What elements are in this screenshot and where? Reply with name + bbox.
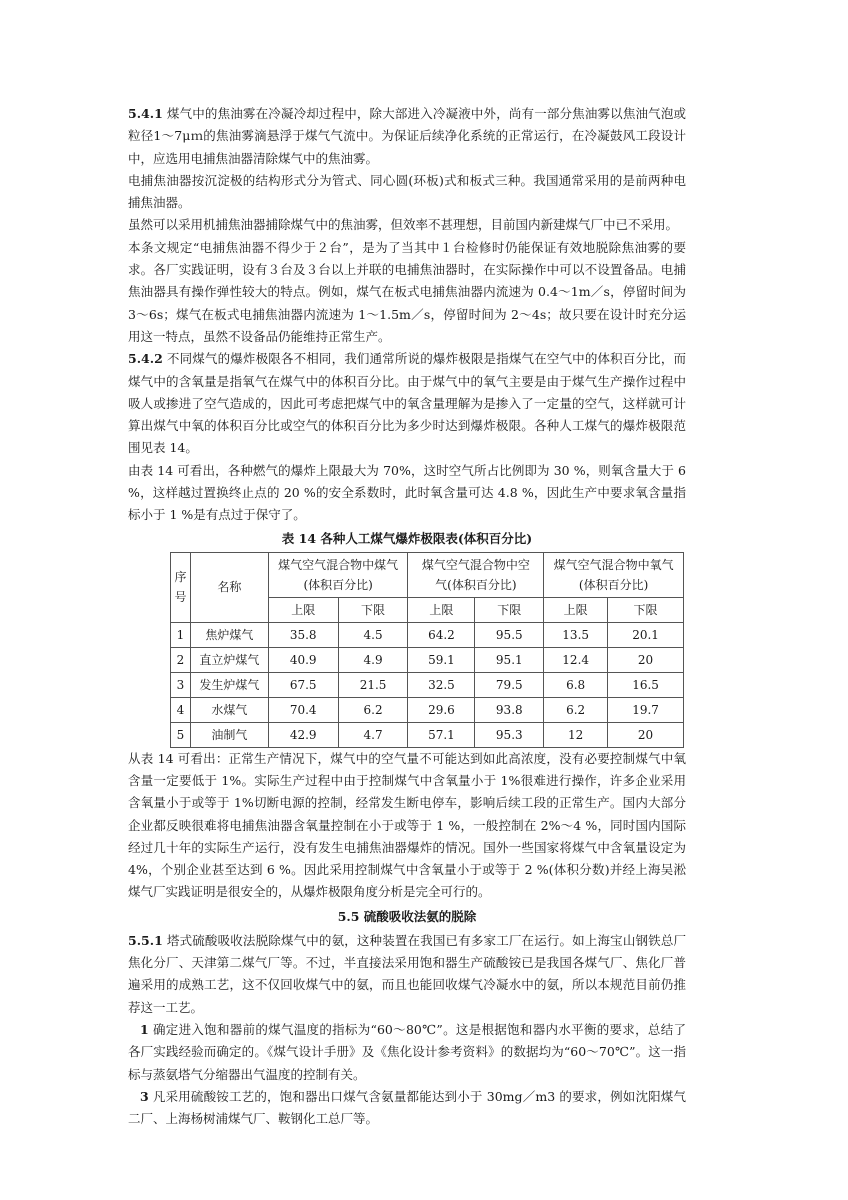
header-upper: 上限 (408, 597, 475, 622)
para-5-4-2 (128, 348, 686, 459)
cell-name: 发生炉煤气 (190, 672, 268, 697)
header-air: 煤气空气混合物中空气(体积百分比) (408, 552, 544, 597)
para-5-5-1 (128, 930, 686, 1019)
cell: 93.8 (475, 697, 544, 722)
cell: 20.1 (608, 622, 684, 647)
cell-seq: 3 (171, 672, 191, 697)
cell: 6.2 (338, 697, 408, 722)
header-lower: 下限 (475, 597, 544, 622)
header-seq: 序号 (171, 552, 191, 622)
cell: 59.1 (408, 647, 475, 672)
document-page (128, 103, 686, 1130)
cell: 64.2 (408, 622, 475, 647)
item-number: 1 (140, 1021, 149, 1037)
cell: 12 (544, 722, 608, 747)
cell: 42.9 (268, 722, 338, 747)
cell: 4.9 (338, 647, 408, 672)
cell: 20 (608, 722, 684, 747)
para: 由表 14 可看出，各种燃气的爆炸上限最大为 70%，这时空气所占比例即为 30 %，则氧含量大于 6 %，这样越过置换终止点的 20 %的安全系数时，此时氧含量可达 4.8 %，因此生产中要求氧含量指标小于 1 %是有点过于保守了。 (128, 462, 686, 523)
cell: 67.5 (268, 672, 338, 697)
table-row (171, 647, 684, 672)
header-upper: 上限 (268, 597, 338, 622)
cell: 57.1 (408, 722, 475, 747)
cell: 35.8 (268, 622, 338, 647)
cell-seq: 4 (171, 697, 191, 722)
cell: 12.4 (544, 647, 608, 672)
para-text: 煤气中的焦油雾在冷凝冷却过程中，除大部进入冷凝液中外，尚有一部分焦油雾以焦油气泡或粒径1～7μｍ的焦油雾滴悬浮于煤气气流中。为保证后续净化系统的正常运行，在冷凝鼓风工段设计中，应选用电捕焦油器清除煤气中的焦油雾。 (128, 106, 686, 166)
para-text: 不同煤气的爆炸极限各不相同，我们通常所说的爆炸极限是指煤气在空气中的体积百分比，而煤气中的含氧量是指氧气在煤气中的体积百分比。由于煤气中的氧气主要是由于煤气生产操作过程中吸人或掺进了空气造成的，因此可考虑把煤气中的氧含量理解为是掺入了一定量的空气，这样就可计算出煤气中氧的体积百分比或空气的体积百分比为多少时达到爆炸极限。各种人工煤气的爆炸极限范围见表 14。 (128, 351, 686, 456)
header-upper: 上限 (544, 597, 608, 622)
cell: 4.5 (338, 622, 408, 647)
item-text: 凡采用硫酸铵工艺的，饱和器出口煤气含氨量都能达到小于 30mg／m3 的要求，例如沈阳煤气二厂、上海杨树浦煤气厂、鞍钢化工总厂等。 (128, 1088, 686, 1127)
cell: 13.5 (544, 622, 608, 647)
cell-name: 直立炉煤气 (190, 647, 268, 672)
para-5-4-1 (128, 103, 686, 170)
cell: 4.7 (338, 722, 408, 747)
table-row (171, 697, 684, 722)
cell: 79.5 (475, 672, 544, 697)
cell: 6.2 (544, 697, 608, 722)
table-title: 表 14 各种人工煤气爆炸极限表(体积百分比) (281, 530, 533, 546)
para: 虽然可以采用机捕焦油器捕除煤气中的焦油雾，但效率不甚理想，目前国内新建煤气厂中已不采用。 (128, 217, 679, 233)
cell: 95.3 (475, 722, 544, 747)
table-row (171, 622, 684, 647)
cell: 40.9 (268, 647, 338, 672)
cell: 95.1 (475, 647, 544, 672)
cell: 20 (608, 647, 684, 672)
cell: 32.5 (408, 672, 475, 697)
table-row (171, 722, 684, 747)
cell: 95.5 (475, 622, 544, 647)
para: 本条文规定“电捕焦油器不得少于２台”，是为了当其中１台检修时仍能保证有效地脱除焦油雾的要求。各厂实践证明，设有３台及３台以上并联的电捕焦油器时，在实际操作中可以不设置备品。电捕焦油器具有操作弹性较大的特点。例如，煤气在板式电捕焦油器内流速为 0.4～1m／s，停留时间为 3～6s；煤气在板式电捕焦油器内流速为 1～1.5m／s，停留时间为 2～4s；故只要在设计时充分运用这一特点，虽然不设备品仍能维持正常生产。 (128, 239, 686, 344)
item-number: 3 (140, 1088, 149, 1104)
cell: 6.8 (544, 672, 608, 697)
header-lower: 下限 (608, 597, 684, 622)
explosion-limit-table (170, 552, 684, 748)
para-after-table: 从表 14 可看出：正常生产情况下，煤气中的空气量不可能达到如此高浓度，没有必要控制煤气中氧含量一定要低于 1%。实际生产过程中由于控制煤气中含氧量小于 1%很难进行操作，许多企业采用含氧量小于或等于 1%切断电源的控制，经常发生断电停车，影响后续工段的正常生产。国内大部分企业都反映很难将电捕焦油器含氧量控制在小于或等于 1 %，一般控制在 2%～4 %，同时国内国际经过几十年的实际生产运行，没有发生电捕焦油器爆炸的情况。国外一些国家将煤气中含氧量设定为 4%，个别企业甚至达到 6 %。因此采用控制煤气中含氧量小于或等于 2 %(体积分数)并经上海吴淞煤气厂实践证明是很安全的，从爆炸极限角度分析是完全可行的。 (128, 750, 686, 900)
cell: 21.5 (338, 672, 408, 697)
section-title-5-5: 5.5 硫酸吸收法氨的脱除 (337, 908, 477, 924)
cell-name: 焦炉煤气 (190, 622, 268, 647)
para-text: 塔式硫酸吸收法脱除煤气中的氨，这种装置在我国已有多家工厂在运行。如上海宝山钢铁总厂焦化分厂、天津第二煤气厂等。不过，半直接法采用饱和器生产硫酸铵已是我国各煤气厂、焦化厂普遍采用的成熟工艺，这不仅回收煤气中的氨，而且也能回收煤气冷凝水中的氨，所以本规范目前仍推荐这一工艺。 (128, 932, 686, 1015)
item-text: 确定进入饱和器前的煤气温度的指标为“60～80℃”。这是根据饱和器内水平衡的要求，总结了各厂实践经验而确定的。《煤气设计手册》及《焦化设计参考资料》的数据均为“60～70℃”。这一指标与蒸氨塔气分缩器出气温度的控制有关。 (128, 1021, 686, 1082)
cell: 29.6 (408, 697, 475, 722)
header-oxygen: 煤气空气混合物中氧气(体积百分比) (544, 552, 684, 597)
cell-name: 油制气 (190, 722, 268, 747)
section-number: 5.5.1 (128, 932, 163, 948)
list-item-1 (128, 1019, 686, 1086)
cell: 16.5 (608, 672, 684, 697)
cell: 70.4 (268, 697, 338, 722)
cell-name: 水煤气 (190, 697, 268, 722)
header-lower: 下限 (338, 597, 408, 622)
section-number: 5.4.1 (128, 106, 163, 121)
header-name: 名称 (190, 552, 268, 622)
list-item-3 (128, 1086, 686, 1131)
table-row (171, 672, 684, 697)
cell: 19.7 (608, 697, 684, 722)
para: 电捕焦油器按沉淀极的结构形式分为管式、同心圆(环板)式和板式三种。我国通常采用的是前两种电捕焦油器。 (128, 172, 686, 211)
cell-seq: 5 (171, 722, 191, 747)
header-gas: 煤气空气混合物中煤气(体积百分比) (268, 552, 408, 597)
cell-seq: 1 (171, 622, 191, 647)
section-number: 5.4.2 (128, 351, 163, 367)
cell-seq: 2 (171, 647, 191, 672)
